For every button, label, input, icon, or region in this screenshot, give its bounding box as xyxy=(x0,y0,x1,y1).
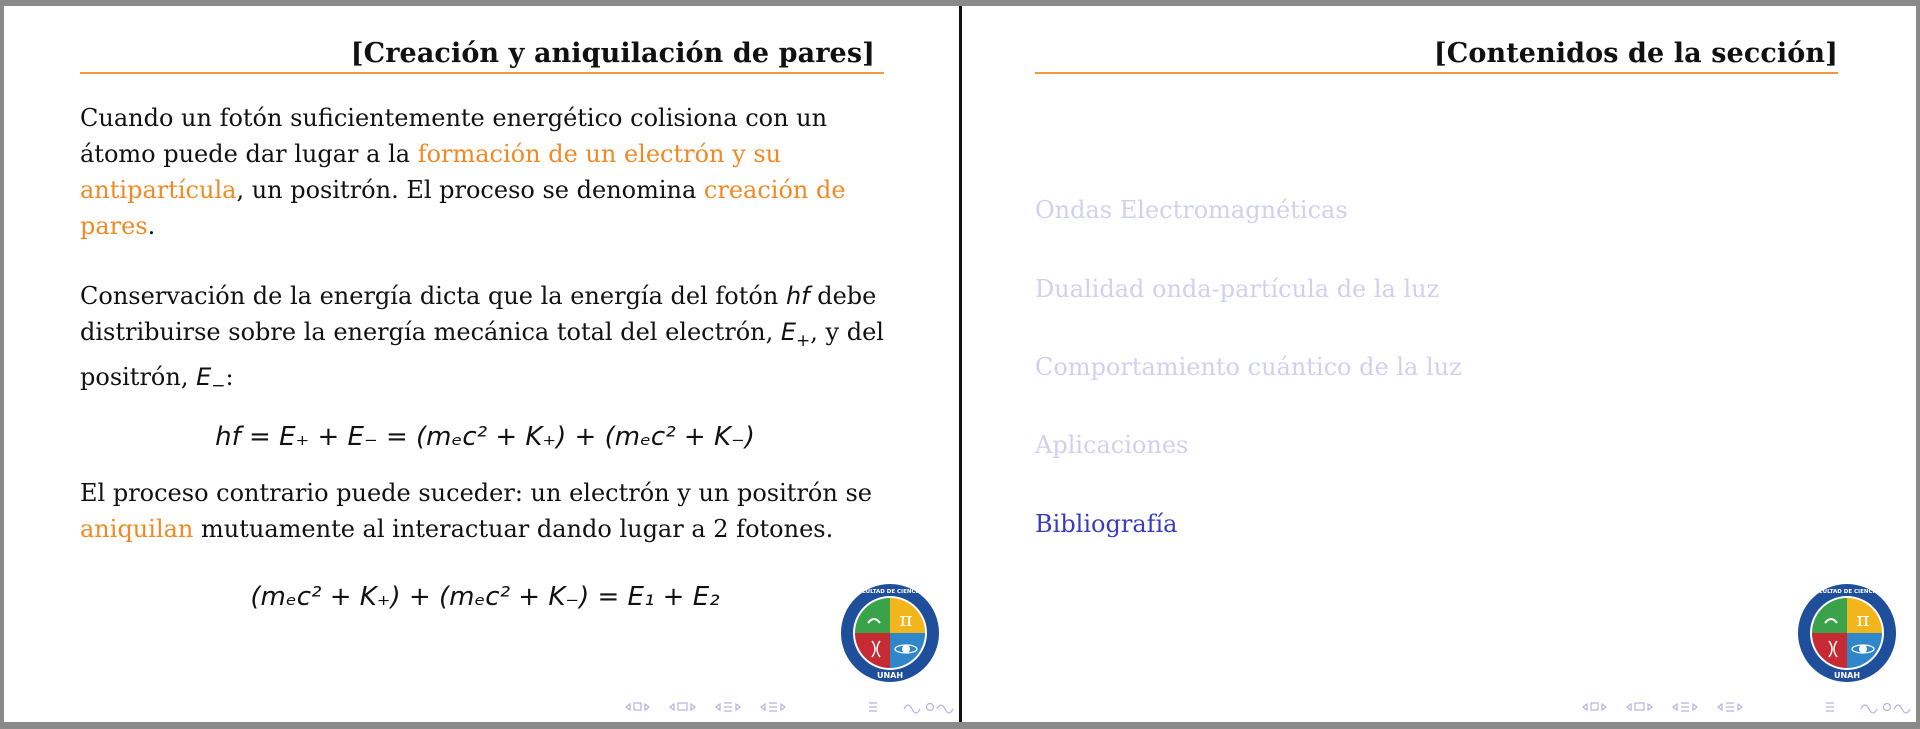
equation-annihilation: (mₑc² + K₊) + (mₑc² + K₋) = E₁ + E₂ xyxy=(250,582,720,612)
title-rule xyxy=(80,72,884,74)
math-hf: hf xyxy=(785,282,810,310)
text-span: . xyxy=(147,212,156,240)
faculty-logo xyxy=(1797,583,1897,683)
nav-document-icon xyxy=(1726,703,1734,711)
beamer-navigation[interactable] xyxy=(1581,700,1916,714)
nav-section-next-icon[interactable] xyxy=(1693,704,1697,710)
nav-document-next-icon[interactable] xyxy=(781,704,785,710)
logo-top-text: FACULTAD DE CIENCIAS xyxy=(854,589,926,595)
nav-subsection-icon xyxy=(678,703,687,710)
logo-top-text: FACULTAD DE CIENCIAS xyxy=(1811,589,1883,595)
math-subscript-minus: − xyxy=(211,375,226,396)
nav-section-prev-icon[interactable] xyxy=(716,704,720,710)
nav-search-icon[interactable] xyxy=(927,704,934,711)
toc-item-comportamiento[interactable]: Comportamiento cuántico de la luz xyxy=(1035,353,1462,381)
nav-frame-icon xyxy=(634,703,641,710)
nav-forward-icon[interactable] xyxy=(1894,705,1910,713)
highlight-annihilate: aniquilan xyxy=(80,515,194,543)
text-span: , y del positrón, xyxy=(80,318,884,391)
nav-subsection-icon xyxy=(1635,703,1644,710)
nav-frame-icon xyxy=(1591,703,1598,710)
frame-title: [Creación y aniquilación de pares] xyxy=(350,38,875,69)
atom-icon xyxy=(1859,645,1867,653)
title-rule xyxy=(1035,72,1838,74)
nav-frame-prev-icon[interactable] xyxy=(1583,704,1587,710)
toc-item-dualidad[interactable]: Dualidad onda-partícula de la luz xyxy=(1035,275,1440,303)
text-span: : xyxy=(225,362,234,391)
nav-back-icon[interactable] xyxy=(904,705,920,713)
slide-left xyxy=(4,6,959,722)
faculty-logo xyxy=(840,583,940,683)
text-span: El proceso contrario puede suceder: un electrón y un positrón se xyxy=(80,479,872,507)
math-subscript-plus: + xyxy=(796,330,811,351)
paragraph-annihilation xyxy=(80,475,890,547)
nav-frame-next-icon[interactable] xyxy=(1602,704,1606,710)
toc-item-bibliografia[interactable]: Bibliografía xyxy=(1035,510,1178,538)
text-span: debe distribuirse sobre la energía mecánica total del electrón, xyxy=(80,282,877,346)
paragraph-pair-creation xyxy=(80,100,890,244)
nav-back-icon[interactable] xyxy=(1861,705,1877,713)
nav-frame-next-icon[interactable] xyxy=(645,704,649,710)
nav-section-prev-icon[interactable] xyxy=(1673,704,1677,710)
text-span: mutuamente al interactuar dando lugar a 2 fotones. xyxy=(193,515,834,543)
equation-pair-creation: hf = E₊ + E₋ = (mₑc² + K₊) + (mₑc² + K₋) xyxy=(215,422,755,452)
logo-bottom-text: UNAH xyxy=(876,671,904,680)
nav-forward-icon[interactable] xyxy=(937,705,953,713)
text-span: Cuando un fotón suficientemente energético colisiona con un átomo puede dar lugar a la xyxy=(80,104,828,168)
nav-subsection-next-icon[interactable] xyxy=(1648,704,1652,710)
nav-document-next-icon[interactable] xyxy=(1738,704,1742,710)
toc-item-ondas[interactable]: Ondas Electromagnéticas xyxy=(1035,196,1348,224)
nav-appendix-icon[interactable] xyxy=(869,703,877,711)
nav-section-icon xyxy=(724,703,732,711)
nav-section-icon xyxy=(1681,703,1689,711)
beamer-navigation[interactable] xyxy=(624,700,959,714)
paragraph-energy-conservation xyxy=(80,278,890,404)
nav-subsection-next-icon[interactable] xyxy=(691,704,695,710)
text-span: , un positrón. El proceso se denomina xyxy=(236,176,704,204)
pi-icon: π xyxy=(899,607,913,631)
logo-bottom-text: UNAH xyxy=(1833,671,1861,680)
nav-frame-prev-icon[interactable] xyxy=(626,704,630,710)
math-e-plus: E xyxy=(780,318,797,346)
nav-document-prev-icon[interactable] xyxy=(1718,704,1722,710)
toc-item-aplicaciones[interactable]: Aplicaciones xyxy=(1035,431,1189,459)
nav-appendix-icon[interactable] xyxy=(1826,703,1834,711)
nav-document-icon xyxy=(769,703,777,711)
pi-icon: π xyxy=(1856,607,1870,631)
math-e-minus: E xyxy=(196,362,212,391)
nav-document-prev-icon[interactable] xyxy=(761,704,765,710)
nav-subsection-prev-icon[interactable] xyxy=(1627,704,1631,710)
frame-title: [Contenidos de la sección] xyxy=(1433,38,1838,69)
text-span: Conservación de la energía dicta que la energía del fotón xyxy=(80,282,786,310)
nav-search-icon[interactable] xyxy=(1884,704,1891,711)
slide-right xyxy=(962,6,1916,722)
atom-icon xyxy=(902,645,910,653)
nav-section-next-icon[interactable] xyxy=(736,704,740,710)
highlight-pair-creation: creación de pares xyxy=(80,176,846,240)
highlight-electron-antiparticle: formación de un electrón y su antipartícula xyxy=(80,140,782,204)
nav-subsection-prev-icon[interactable] xyxy=(670,704,674,710)
